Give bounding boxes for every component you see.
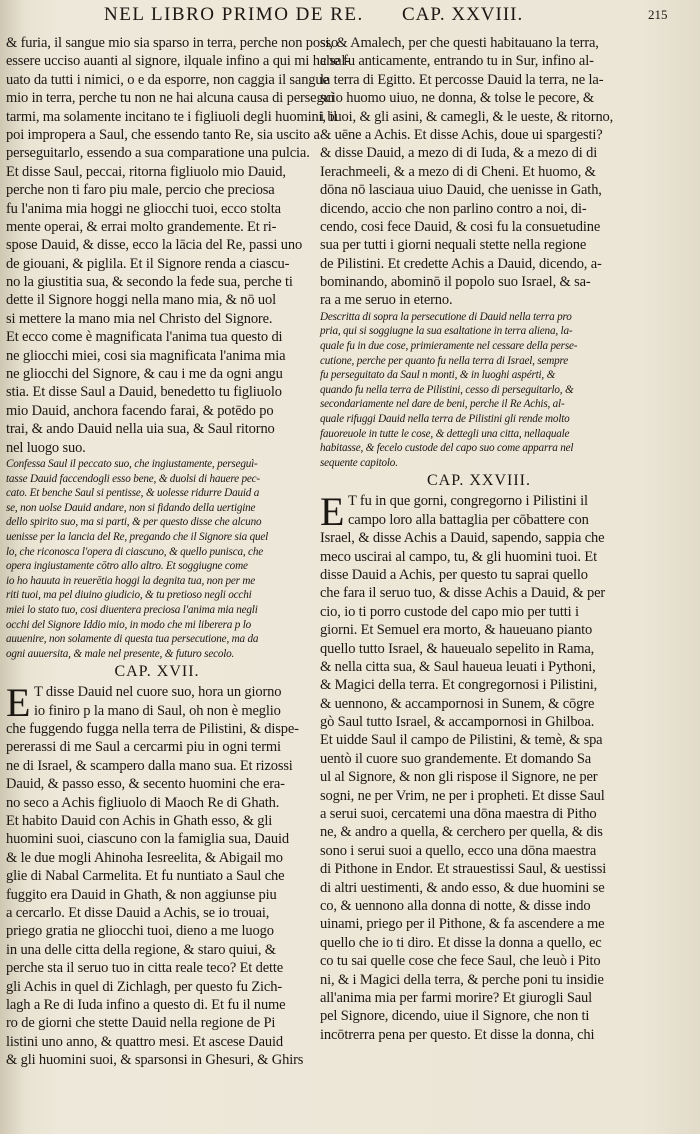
text-line: poi impropera a Saul, che essendo tanto Re, sia uscito a bbox=[6, 126, 320, 143]
text-line: mio Dauid, anchora facendo farai, & potēdo po bbox=[6, 402, 274, 419]
text-line: sono i serui suoi a quello, ecco una dōna maestra bbox=[320, 842, 597, 859]
text-line: glie di Nabal Carmelita. Et fu nuntiato a Saul che bbox=[6, 868, 285, 885]
text-line: campo loro alla battaglia per cōbattere con bbox=[348, 511, 589, 528]
commentary-line: auuenire, non solamente di questa tua persecutione, ma da bbox=[6, 633, 259, 646]
text-line: & furia, il sangue mio sia sparso in terra, perche non posso bbox=[6, 35, 339, 51]
commentary-line: tasse Dauid faccendogli esso bene, & duolsi di hauere pec- bbox=[6, 472, 260, 485]
commentary-line: cato. Et benche Saul si pentisse, & uolesse ridurre Dauid a bbox=[6, 487, 260, 500]
text-line: Ierachmeeli, & a mezo di di Cheni. Et huomo, & bbox=[320, 163, 596, 180]
text-line: dōna nō lasciaua uiuo Dauid, che uenisse in Gath, bbox=[320, 182, 602, 199]
text-line: i buoi, & gli asini, & camegli, & le ueste, & ritorno, bbox=[320, 108, 614, 125]
commentary-line: riti tuoi, ma pel diuino giudicio, & tu pretioso negli occhi bbox=[6, 589, 252, 602]
right-dropcap: E bbox=[320, 489, 345, 535]
left-text-block-2 bbox=[6, 680, 308, 1069]
commentary-line: Confessa Saul il peccato suo, che ingiustamente, perseguì- bbox=[6, 457, 258, 470]
text-line: & uēne a Achis. Et disse Achis, doue ui spargesti? bbox=[320, 126, 603, 143]
text-line: T disse Dauid nel cuore suo, hora un giorno bbox=[34, 684, 282, 701]
text-line: disse Dauid a Achis, per questo tu saprai quello bbox=[320, 566, 588, 583]
text-line: ro de giorni che stette Dauid nella regione de Pi bbox=[6, 1015, 276, 1032]
commentary-line: quale fu in due cose, primieramente nel cessare della perse- bbox=[320, 340, 578, 353]
text-line: ne gliocchi del Signore, & cau i me da ogni angu bbox=[6, 366, 283, 383]
text-line: io finiro p la mano di Saul, oh non è meglio bbox=[34, 702, 281, 719]
commentary-line: secondariamente nel dare de beni, perche il Re Achis, al- bbox=[320, 398, 565, 411]
text-line: pererassi di me Saul a cercarmi piu in ogni termi bbox=[6, 739, 281, 756]
left-column bbox=[6, 34, 350, 1119]
text-line: perche sta il seruo tuo in citta reale teco? Et dette bbox=[6, 960, 284, 977]
text-line: nel luogo suo. bbox=[6, 439, 86, 456]
page-header bbox=[0, 4, 700, 32]
text-line: huomini suoi, ciascuno con la famiglia sua, Dauid bbox=[6, 831, 289, 848]
commentary-line: quale rifuggi Dauid nella terra de Pilistini gli rende molto bbox=[320, 413, 570, 426]
left-text-block-1 bbox=[6, 34, 350, 457]
text-line: & nella citta sua, & Saul haueua leuati i Pythoni, bbox=[320, 658, 596, 675]
text-line: cio, io ti porro custode del capo mio per tutti i bbox=[320, 603, 579, 620]
text-line: sogni, ne per Vrim, ne per i propheti. Et disse Saul bbox=[320, 787, 605, 804]
text-line: che fara il seruo tuo, & disse Achis a Dauid, & per bbox=[320, 585, 606, 602]
text-line: cendo, cosi fece Dauid, & cosi fu la consuetudine bbox=[320, 218, 601, 235]
right-chapter-heading: CAP. XXVIII. bbox=[427, 472, 531, 490]
text-line: meco uscirai al campo, tu, & gli huomini tuoi. Et bbox=[320, 548, 597, 565]
text-line: che fuggendo fugga nella terra de Pilistini, & dispe- bbox=[6, 721, 299, 738]
text-line: essere ucciso auanti al signore, ilquale infino a qui mi ha sal- bbox=[6, 53, 350, 70]
commentary-line: lo, che riconosca l'opera di ciascuno, & quello punisca, che bbox=[6, 545, 263, 558]
text-line: ni, & i Magici della terra, & perche poni tu insidie bbox=[320, 971, 604, 988]
left-commentary-1 bbox=[6, 457, 308, 661]
text-line: di altri uestimenti, & ando esso, & due huomini se bbox=[320, 879, 605, 896]
header-chapter-label: CAP. XXVIII. bbox=[402, 4, 524, 25]
running-title: NEL LIBRO PRIMO DE RE. bbox=[104, 4, 364, 25]
commentary-line: Descritta di sopra la persecutione di Dauid nella terra pro bbox=[320, 310, 572, 323]
left-dropcap: E bbox=[6, 680, 31, 726]
text-line: scio huomo uiuo, ne donna, & tolse le pecore, & bbox=[320, 90, 595, 107]
text-line: perseguitarlo, essendo a sua comparatione una pulcia. bbox=[6, 145, 310, 162]
text-line: Dauid, & passo esso, & secento huomini che era- bbox=[6, 776, 285, 793]
text-line: pel Signore, dicendo, uiue il Signore, che non ti bbox=[320, 1008, 590, 1025]
text-line: sua per tutti i giorni nequali stette nella regione bbox=[320, 237, 587, 254]
text-line: dicendo, accio che non parlino contro a noi, di- bbox=[320, 200, 587, 217]
text-line: de Pilistini. Et credette Achis a Dauid, dicendo, a- bbox=[320, 255, 602, 272]
text-line: stia. Et disse Saul a Dauid, benedetto tu figliuolo bbox=[6, 384, 282, 401]
commentary-line: pria, qui si soggiugne la sua esaltatione in terra aliena, la- bbox=[320, 325, 573, 338]
text-line: quello tutto Israel, & haueualo sepelito in Rama, bbox=[320, 640, 595, 657]
text-line: spose Dauid, & disse, ecco la lācia del Re, passi uno bbox=[6, 237, 303, 254]
text-line: ul al Signore, & non gli rispose il Signore, ne per bbox=[320, 769, 598, 786]
right-text-block-1 bbox=[320, 34, 638, 310]
commentary-line: miei lo stato tuo, cosi diuentera preciosa l'anima mia negli bbox=[6, 603, 258, 616]
text-line: in una delle citta della regione, & staro quiui, & bbox=[6, 941, 276, 958]
text-line: Et disse Saul, peccai, ritorna figliuolo mio Dauid, bbox=[6, 163, 286, 180]
text-line: di Pithone in Endor. Et strauestissi Saul, & uestissi bbox=[320, 861, 607, 878]
text-line: a cercarlo. Et disse Dauid a Achis, se io trouai, bbox=[6, 904, 270, 921]
text-line: giorni. Et Semuel era morto, & haueuano pianto bbox=[320, 622, 593, 639]
text-line: no seco a Achis figliuolo di Maoch Re di Ghath. bbox=[6, 794, 280, 811]
page-number: 215 bbox=[648, 7, 668, 22]
text-line: all'anima mia per farmi morire? Et giurogli Saul bbox=[320, 989, 593, 1006]
right-chapter-body bbox=[320, 489, 638, 1044]
left-chapter-heading: CAP. XVII. bbox=[114, 663, 200, 681]
text-line: co, & uennono alla donna di notte, & disse indo bbox=[320, 897, 591, 914]
text-line: dette il Signore hoggi nella mano mia, & nō uol bbox=[6, 292, 277, 309]
text-line: mio in terra, perche tu non ne hai alcuna causa di perseguì bbox=[6, 90, 335, 107]
commentary-line: cutione, perche per quanto fu nella terra di Israel, sempre bbox=[320, 354, 569, 367]
text-line: quello che io ti diro. Et disse la donna a quello, ec bbox=[320, 934, 602, 951]
left-chapter-body bbox=[6, 680, 308, 1069]
text-line: & disse Dauid, a mezo di di Iuda, & a mezo di di bbox=[320, 145, 598, 162]
text-line: si mettere la mano mia nel Christo del Signore. bbox=[6, 310, 273, 327]
commentary-line: dello spirito suo, ma si parti, & per questo disse che alcuno bbox=[6, 516, 262, 529]
text-line: listini uno anno, & quattro mesi. Et ascese Dauid bbox=[6, 1033, 283, 1050]
text-line: Et habito Dauid con Achis in Ghath esso, & gli bbox=[6, 813, 273, 830]
text-line: la terra di Egitto. Et percosse Dauid la terra, ne la- bbox=[320, 71, 604, 88]
commentary-line: sequente capitolo. bbox=[320, 456, 398, 469]
text-line: & le due mogli Ahinoha Iesreelita, & Abigail mo bbox=[6, 849, 283, 866]
text-line: & uennono, & accampornosi in Sunem, & cōgre bbox=[320, 695, 595, 712]
text-line: ne gliocchi miei, cosi sia magnificata l'anima mia bbox=[6, 347, 286, 364]
commentary-line: habitasse, & fecelo custode del capo suo come apparra nel bbox=[320, 442, 574, 455]
text-line: no la giustitia sua, & secondo la fede sua, perche ti bbox=[6, 274, 293, 291]
text-line: lagh a Re di Iuda infino a questo di. Et fu il nume bbox=[6, 996, 286, 1013]
text-line: co tu sai quelle cose che fece Saul, che leuò i Pito bbox=[320, 953, 601, 970]
text-line: & Magici della terra. Et congregornosi i Pilistini, bbox=[320, 677, 598, 694]
text-line: priego gratia ne gliocchi tuoi, dieno a me luogo bbox=[6, 923, 274, 940]
text-line: ne di Israel, & scampero dalla mano sua. Et rizossi bbox=[6, 757, 293, 774]
text-line: & gli huomini suoi, & sparsonsi in Ghesuri, & Ghirs bbox=[6, 1052, 304, 1069]
text-line: incōtrerra pena per questo. Et disse la donna, chi bbox=[320, 1026, 595, 1043]
commentary-line: quando fu nella terra de Pilistini, cesso di perseguitarlo, & bbox=[320, 383, 574, 396]
text-line: Et ecco come è magnificata l'anima tua questo di bbox=[6, 329, 283, 346]
text-line: uentò il cuore suo grandemente. Et domando Sa bbox=[320, 750, 592, 767]
text-line: ra a me seruo in eterno. bbox=[320, 292, 453, 309]
text-line: perche non ti faro piu male, percio che preciosa bbox=[6, 182, 275, 199]
text-line: Et uidde Saul il campo de Pilistini, & temè, & spa bbox=[320, 732, 603, 749]
commentary-line: opera ingiustamente cōtro allo altro. Et soggiugne come bbox=[6, 560, 248, 573]
commentary-line: uenisse per la lancia del Re, pregando che il Signore sia quel bbox=[6, 530, 269, 543]
commentary-line: ogni auuersita, & male nel presente, & futuro secolo. bbox=[6, 647, 235, 660]
text-line: bominando, abominō il popolo suo Israel, & sa- bbox=[320, 274, 591, 291]
text-line: uato da tutti i nimici, o e da esporre, non caggia il sangue bbox=[6, 71, 329, 88]
text-line: tarmi, ma solamente incitano te i figliuoli degli huomini, il bbox=[6, 108, 338, 125]
text-line: che fu anticamente, entrando tu in Sur, infino al- bbox=[320, 53, 594, 70]
right-column bbox=[320, 34, 638, 1124]
text-line: de giouani, & piglila. Et il Signore renda a ciascu- bbox=[6, 255, 290, 272]
text-line: mente operai, & errai molto grandemente. Et ri- bbox=[6, 218, 277, 235]
commentary-line: se, non uolse Dauid andare, non si fidando della uertigine bbox=[6, 501, 256, 514]
text-line: fuggito era Dauid in Ghath, & non aggiunse piu bbox=[6, 886, 277, 903]
text-line: trai, & ando Dauid nella uia sua, & Saul ritorno bbox=[6, 421, 275, 438]
text-line: uinami, priego per il Pithone, & fa ascendere a me bbox=[320, 916, 605, 933]
text-line: Israel, & disse Achis a Dauid, sapendo, sappia che bbox=[320, 530, 605, 547]
text-line: si, & Amalech, per che questi habitauano la terra, bbox=[320, 35, 599, 51]
commentary-line: fauoreuole in tutte le cose, & dettegli una citta, nellaquale bbox=[320, 427, 570, 440]
text-line: ne, & andro a quella, & cerchero per quella, & dis bbox=[320, 824, 603, 841]
text-line: fu l'anima mia hoggi ne gliocchi tuoi, ecco stolta bbox=[6, 200, 281, 217]
commentary-line: fu perseguitato da Saul n monti, & in luoghi aspérti, & bbox=[320, 369, 556, 382]
text-line: gò Saul tutto Israel, & accampornosi in Ghilboa. bbox=[320, 714, 595, 731]
text-line: a serui suoi, cercatemi una dōna maestra di Pitho bbox=[320, 806, 597, 823]
commentary-line: occhi del Signore Iddio mio, in modo che mi liberera p lo bbox=[6, 618, 252, 631]
text-line: T fu in que gorni, congregorno i Pilistini il bbox=[348, 493, 588, 510]
text-line: gli Achis in quel di Zichlagh, per questo fu Zich- bbox=[6, 978, 282, 995]
right-commentary-1 bbox=[320, 310, 638, 471]
right-text-block-2 bbox=[320, 489, 638, 1044]
commentary-line: io ho hauuta in reuerētia hoggi la degnita tua, non per me bbox=[6, 574, 256, 587]
